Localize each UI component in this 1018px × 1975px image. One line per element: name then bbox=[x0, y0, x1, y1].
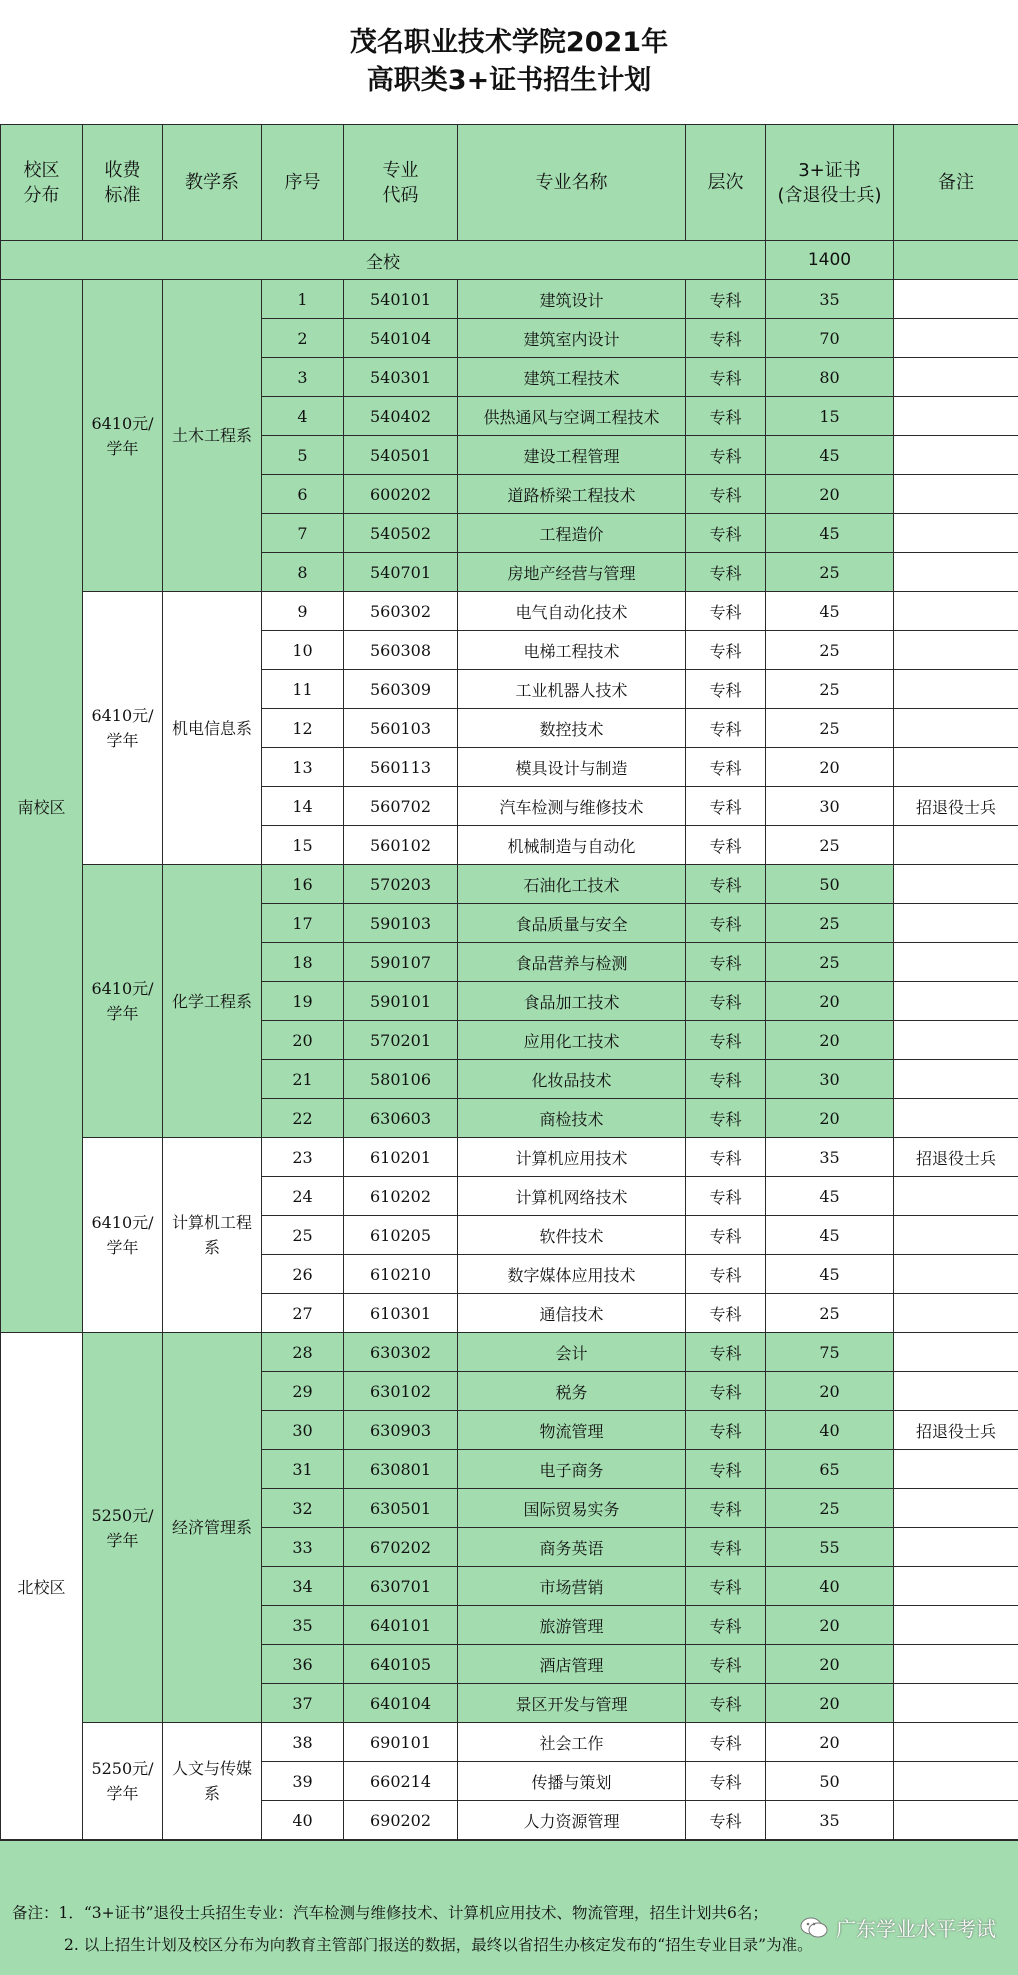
note-cell bbox=[894, 1060, 1018, 1099]
note-cell bbox=[894, 553, 1018, 592]
seq-cell: 30 bbox=[262, 1411, 344, 1450]
level-cell: 专科 bbox=[686, 904, 766, 943]
code-cell: 630501 bbox=[344, 1489, 458, 1528]
note-cell bbox=[894, 1021, 1018, 1060]
level-cell: 专科 bbox=[686, 787, 766, 826]
note-cell bbox=[894, 709, 1018, 748]
major-cell: 应用化工技术 bbox=[458, 1021, 686, 1060]
major-cell: 商检技术 bbox=[458, 1099, 686, 1138]
campus-cell: 南校区 bbox=[1, 280, 83, 1333]
major-cell: 模具设计与制造 bbox=[458, 748, 686, 787]
code-cell: 690101 bbox=[344, 1723, 458, 1762]
header-dept: 教学系 bbox=[163, 125, 262, 241]
major-cell: 数控技术 bbox=[458, 709, 686, 748]
seq-cell: 1 bbox=[262, 280, 344, 319]
header-note: 备注 bbox=[894, 125, 1018, 241]
level-cell: 专科 bbox=[686, 1801, 766, 1840]
quota-cell: 50 bbox=[766, 1762, 894, 1801]
seq-cell: 13 bbox=[262, 748, 344, 787]
department-cell: 机电信息系 bbox=[163, 592, 262, 865]
level-cell: 专科 bbox=[686, 1645, 766, 1684]
code-cell: 630302 bbox=[344, 1333, 458, 1372]
seq-cell: 14 bbox=[262, 787, 344, 826]
quota-cell: 15 bbox=[766, 397, 894, 436]
major-cell: 人力资源管理 bbox=[458, 1801, 686, 1840]
seq-cell: 19 bbox=[262, 982, 344, 1021]
code-cell: 540701 bbox=[344, 553, 458, 592]
fee-cell: 6410元/ 学年 bbox=[83, 1138, 163, 1333]
code-cell: 540402 bbox=[344, 397, 458, 436]
quota-cell: 20 bbox=[766, 1606, 894, 1645]
code-cell: 660214 bbox=[344, 1762, 458, 1801]
quota-cell: 45 bbox=[766, 592, 894, 631]
note-cell bbox=[894, 865, 1018, 904]
code-cell: 610210 bbox=[344, 1255, 458, 1294]
level-cell: 专科 bbox=[686, 1372, 766, 1411]
level-cell: 专科 bbox=[686, 1294, 766, 1333]
note-cell bbox=[894, 1489, 1018, 1528]
quota-cell: 20 bbox=[766, 1021, 894, 1060]
level-cell: 专科 bbox=[686, 1606, 766, 1645]
quota-cell: 25 bbox=[766, 943, 894, 982]
quota-cell: 25 bbox=[766, 670, 894, 709]
quota-cell: 25 bbox=[766, 631, 894, 670]
level-cell: 专科 bbox=[686, 1177, 766, 1216]
note-cell bbox=[894, 436, 1018, 475]
seq-cell: 11 bbox=[262, 670, 344, 709]
enrollment-plan-table bbox=[0, 124, 1018, 1840]
quota-cell: 25 bbox=[766, 1294, 894, 1333]
header-seq: 序号 bbox=[262, 125, 344, 241]
level-cell: 专科 bbox=[686, 475, 766, 514]
footer-notes bbox=[0, 1840, 1018, 1975]
seq-cell: 6 bbox=[262, 475, 344, 514]
department-cell: 人文与传媒 系 bbox=[163, 1723, 262, 1840]
level-cell: 专科 bbox=[686, 1528, 766, 1567]
quota-cell: 25 bbox=[766, 904, 894, 943]
total-label: 全校 bbox=[1, 241, 766, 280]
seq-cell: 16 bbox=[262, 865, 344, 904]
major-cell: 数字媒体应用技术 bbox=[458, 1255, 686, 1294]
code-cell: 570201 bbox=[344, 1021, 458, 1060]
seq-cell: 26 bbox=[262, 1255, 344, 1294]
level-cell: 专科 bbox=[686, 1411, 766, 1450]
seq-cell: 37 bbox=[262, 1684, 344, 1723]
table-row bbox=[1, 280, 1018, 319]
major-cell: 食品加工技术 bbox=[458, 982, 686, 1021]
major-cell: 税务 bbox=[458, 1372, 686, 1411]
table-row bbox=[1, 1333, 1018, 1372]
code-cell: 590103 bbox=[344, 904, 458, 943]
note-cell bbox=[894, 1294, 1018, 1333]
note-cell bbox=[894, 670, 1018, 709]
seq-cell: 15 bbox=[262, 826, 344, 865]
note-cell bbox=[894, 904, 1018, 943]
level-cell: 专科 bbox=[686, 397, 766, 436]
seq-cell: 20 bbox=[262, 1021, 344, 1060]
code-cell: 670202 bbox=[344, 1528, 458, 1567]
seq-cell: 3 bbox=[262, 358, 344, 397]
code-cell: 610301 bbox=[344, 1294, 458, 1333]
seq-cell: 17 bbox=[262, 904, 344, 943]
quota-cell: 65 bbox=[766, 1450, 894, 1489]
quota-cell: 20 bbox=[766, 1723, 894, 1762]
note-cell bbox=[894, 1216, 1018, 1255]
watermark-text: 广东学业水平考试 bbox=[836, 1917, 996, 1941]
seq-cell: 28 bbox=[262, 1333, 344, 1372]
level-cell: 专科 bbox=[686, 1684, 766, 1723]
major-cell: 建筑室内设计 bbox=[458, 319, 686, 358]
code-cell: 630801 bbox=[344, 1450, 458, 1489]
note-cell bbox=[894, 1450, 1018, 1489]
code-cell: 540101 bbox=[344, 280, 458, 319]
level-cell: 专科 bbox=[686, 1762, 766, 1801]
quota-cell: 20 bbox=[766, 1372, 894, 1411]
quota-cell: 75 bbox=[766, 1333, 894, 1372]
level-cell: 专科 bbox=[686, 670, 766, 709]
code-cell: 560103 bbox=[344, 709, 458, 748]
quota-cell: 20 bbox=[766, 982, 894, 1021]
note-cell bbox=[894, 1528, 1018, 1567]
fee-cell: 5250元/ 学年 bbox=[83, 1723, 163, 1840]
seq-cell: 40 bbox=[262, 1801, 344, 1840]
note-cell bbox=[894, 1255, 1018, 1294]
code-cell: 560113 bbox=[344, 748, 458, 787]
major-cell: 电梯工程技术 bbox=[458, 631, 686, 670]
major-cell: 汽车检测与维修技术 bbox=[458, 787, 686, 826]
table-body bbox=[1, 241, 1018, 1840]
quota-cell: 25 bbox=[766, 826, 894, 865]
table-row bbox=[1, 1723, 1018, 1762]
watermark bbox=[800, 1913, 996, 1942]
level-cell: 专科 bbox=[686, 1255, 766, 1294]
code-cell: 630102 bbox=[344, 1372, 458, 1411]
seq-cell: 34 bbox=[262, 1567, 344, 1606]
major-cell: 建设工程管理 bbox=[458, 436, 686, 475]
code-cell: 540502 bbox=[344, 514, 458, 553]
note-cell bbox=[894, 514, 1018, 553]
seq-cell: 36 bbox=[262, 1645, 344, 1684]
note-cell bbox=[894, 1372, 1018, 1411]
code-cell: 590107 bbox=[344, 943, 458, 982]
code-cell: 560102 bbox=[344, 826, 458, 865]
major-cell: 市场营销 bbox=[458, 1567, 686, 1606]
code-cell: 610201 bbox=[344, 1138, 458, 1177]
note-cell bbox=[894, 1567, 1018, 1606]
major-cell: 建筑工程技术 bbox=[458, 358, 686, 397]
seq-cell: 39 bbox=[262, 1762, 344, 1801]
major-cell: 会计 bbox=[458, 1333, 686, 1372]
level-cell: 专科 bbox=[686, 436, 766, 475]
quota-cell: 35 bbox=[766, 1138, 894, 1177]
major-cell: 石油化工技术 bbox=[458, 865, 686, 904]
quota-cell: 45 bbox=[766, 1255, 894, 1294]
level-cell: 专科 bbox=[686, 982, 766, 1021]
code-cell: 600202 bbox=[344, 475, 458, 514]
note-cell bbox=[894, 319, 1018, 358]
quota-cell: 25 bbox=[766, 1489, 894, 1528]
seq-cell: 27 bbox=[262, 1294, 344, 1333]
level-cell: 专科 bbox=[686, 1489, 766, 1528]
fee-cell: 6410元/ 学年 bbox=[83, 592, 163, 865]
code-cell: 640105 bbox=[344, 1645, 458, 1684]
note-cell bbox=[894, 1762, 1018, 1801]
quota-cell: 45 bbox=[766, 514, 894, 553]
code-cell: 630701 bbox=[344, 1567, 458, 1606]
fee-cell: 6410元/ 学年 bbox=[83, 280, 163, 592]
major-cell: 旅游管理 bbox=[458, 1606, 686, 1645]
level-cell: 专科 bbox=[686, 1138, 766, 1177]
quota-cell: 45 bbox=[766, 1216, 894, 1255]
major-cell: 电气自动化技术 bbox=[458, 592, 686, 631]
level-cell: 专科 bbox=[686, 865, 766, 904]
seq-cell: 22 bbox=[262, 1099, 344, 1138]
header-major: 专业名称 bbox=[458, 125, 686, 241]
seq-cell: 4 bbox=[262, 397, 344, 436]
quota-cell: 35 bbox=[766, 1801, 894, 1840]
seq-cell: 2 bbox=[262, 319, 344, 358]
note-cell bbox=[894, 1606, 1018, 1645]
note-cell bbox=[894, 1723, 1018, 1762]
level-cell: 专科 bbox=[686, 709, 766, 748]
seq-cell: 9 bbox=[262, 592, 344, 631]
code-cell: 610205 bbox=[344, 1216, 458, 1255]
fee-cell: 5250元/ 学年 bbox=[83, 1333, 163, 1723]
note-cell bbox=[894, 397, 1018, 436]
level-cell: 专科 bbox=[686, 748, 766, 787]
level-cell: 专科 bbox=[686, 943, 766, 982]
seq-cell: 33 bbox=[262, 1528, 344, 1567]
title-line-2: 高职类3+证书招生计划 bbox=[366, 65, 652, 96]
footer-note-1: 备注：1．“3+证书”退役士兵招生专业：汽车检测与维修技术、计算机应用技术、物流管理，招生计划共6名； bbox=[12, 1904, 768, 1922]
seq-cell: 38 bbox=[262, 1723, 344, 1762]
level-cell: 专科 bbox=[686, 319, 766, 358]
note-cell bbox=[894, 1177, 1018, 1216]
level-cell: 专科 bbox=[686, 280, 766, 319]
level-cell: 专科 bbox=[686, 553, 766, 592]
department-cell: 化学工程系 bbox=[163, 865, 262, 1138]
table-row bbox=[1, 592, 1018, 631]
seq-cell: 21 bbox=[262, 1060, 344, 1099]
code-cell: 610202 bbox=[344, 1177, 458, 1216]
code-cell: 560702 bbox=[344, 787, 458, 826]
level-cell: 专科 bbox=[686, 826, 766, 865]
note-cell bbox=[894, 943, 1018, 982]
major-cell: 房地产经营与管理 bbox=[458, 553, 686, 592]
level-cell: 专科 bbox=[686, 1060, 766, 1099]
quota-cell: 40 bbox=[766, 1567, 894, 1606]
code-cell: 590101 bbox=[344, 982, 458, 1021]
level-cell: 专科 bbox=[686, 514, 766, 553]
seq-cell: 7 bbox=[262, 514, 344, 553]
note-cell bbox=[894, 475, 1018, 514]
note-cell bbox=[894, 982, 1018, 1021]
code-cell: 540501 bbox=[344, 436, 458, 475]
note-cell bbox=[894, 1333, 1018, 1372]
quota-cell: 20 bbox=[766, 475, 894, 514]
code-cell: 570203 bbox=[344, 865, 458, 904]
level-cell: 专科 bbox=[686, 1099, 766, 1138]
quota-cell: 35 bbox=[766, 280, 894, 319]
major-cell: 食品质量与安全 bbox=[458, 904, 686, 943]
seq-cell: 35 bbox=[262, 1606, 344, 1645]
level-cell: 专科 bbox=[686, 1021, 766, 1060]
seq-cell: 23 bbox=[262, 1138, 344, 1177]
major-cell: 机械制造与自动化 bbox=[458, 826, 686, 865]
major-cell: 软件技术 bbox=[458, 1216, 686, 1255]
note-cell: 招退役士兵 bbox=[894, 1138, 1018, 1177]
title-line-1: 茂名职业技术学院2021年 bbox=[349, 27, 669, 58]
table-row bbox=[1, 1138, 1018, 1177]
header-code: 专业 代码 bbox=[344, 125, 458, 241]
major-cell: 商务英语 bbox=[458, 1528, 686, 1567]
note-cell: 招退役士兵 bbox=[894, 1411, 1018, 1450]
major-cell: 景区开发与管理 bbox=[458, 1684, 686, 1723]
header-fee: 收费 标准 bbox=[83, 125, 163, 241]
major-cell: 国际贸易实务 bbox=[458, 1489, 686, 1528]
seq-cell: 8 bbox=[262, 553, 344, 592]
major-cell: 物流管理 bbox=[458, 1411, 686, 1450]
major-cell: 通信技术 bbox=[458, 1294, 686, 1333]
major-cell: 计算机网络技术 bbox=[458, 1177, 686, 1216]
code-cell: 560302 bbox=[344, 592, 458, 631]
major-cell: 道路桥梁工程技术 bbox=[458, 475, 686, 514]
level-cell: 专科 bbox=[686, 1723, 766, 1762]
note-cell bbox=[894, 358, 1018, 397]
quota-cell: 55 bbox=[766, 1528, 894, 1567]
total-note bbox=[894, 241, 1018, 280]
code-cell: 560308 bbox=[344, 631, 458, 670]
level-cell: 专科 bbox=[686, 631, 766, 670]
header-level: 层次 bbox=[686, 125, 766, 241]
code-cell: 690202 bbox=[344, 1801, 458, 1840]
quota-cell: 30 bbox=[766, 1060, 894, 1099]
level-cell: 专科 bbox=[686, 1450, 766, 1489]
level-cell: 专科 bbox=[686, 1216, 766, 1255]
seq-cell: 12 bbox=[262, 709, 344, 748]
document-title bbox=[0, 0, 1018, 124]
note-cell bbox=[894, 1684, 1018, 1723]
note-cell bbox=[894, 1801, 1018, 1840]
quota-cell: 20 bbox=[766, 748, 894, 787]
seq-cell: 29 bbox=[262, 1372, 344, 1411]
quota-cell: 70 bbox=[766, 319, 894, 358]
level-cell: 专科 bbox=[686, 592, 766, 631]
major-cell: 电子商务 bbox=[458, 1450, 686, 1489]
note-cell bbox=[894, 748, 1018, 787]
level-cell: 专科 bbox=[686, 358, 766, 397]
campus-cell: 北校区 bbox=[1, 1333, 83, 1840]
seq-cell: 5 bbox=[262, 436, 344, 475]
header-quota: 3+证书 (含退役士兵) bbox=[766, 125, 894, 241]
fee-cell: 6410元/ 学年 bbox=[83, 865, 163, 1138]
note-cell bbox=[894, 631, 1018, 670]
department-cell: 土木工程系 bbox=[163, 280, 262, 592]
quota-cell: 20 bbox=[766, 1099, 894, 1138]
major-cell: 社会工作 bbox=[458, 1723, 686, 1762]
code-cell: 630603 bbox=[344, 1099, 458, 1138]
code-cell: 540104 bbox=[344, 319, 458, 358]
quota-cell: 30 bbox=[766, 787, 894, 826]
quota-cell: 45 bbox=[766, 1177, 894, 1216]
code-cell: 630903 bbox=[344, 1411, 458, 1450]
note-cell: 招退役士兵 bbox=[894, 787, 1018, 826]
total-value: 1400 bbox=[766, 241, 894, 280]
department-cell: 经济管理系 bbox=[163, 1333, 262, 1723]
code-cell: 640101 bbox=[344, 1606, 458, 1645]
quota-cell: 80 bbox=[766, 358, 894, 397]
seq-cell: 18 bbox=[262, 943, 344, 982]
note-cell bbox=[894, 826, 1018, 865]
seq-cell: 10 bbox=[262, 631, 344, 670]
table-row bbox=[1, 865, 1018, 904]
code-cell: 580106 bbox=[344, 1060, 458, 1099]
footer-note-2: 2. 以上招生计划及校区分布为向教育主管部门报送的数据，最终以省招生办核定发布的“招生专业目录”为准。 bbox=[64, 1936, 813, 1954]
note-cell bbox=[894, 592, 1018, 631]
major-cell: 工业机器人技术 bbox=[458, 670, 686, 709]
total-row bbox=[1, 241, 1018, 280]
note-cell bbox=[894, 280, 1018, 319]
seq-cell: 32 bbox=[262, 1489, 344, 1528]
seq-cell: 31 bbox=[262, 1450, 344, 1489]
level-cell: 专科 bbox=[686, 1567, 766, 1606]
level-cell: 专科 bbox=[686, 1333, 766, 1372]
major-cell: 建筑设计 bbox=[458, 280, 686, 319]
quota-cell: 20 bbox=[766, 1645, 894, 1684]
quota-cell: 25 bbox=[766, 553, 894, 592]
quota-cell: 40 bbox=[766, 1411, 894, 1450]
quota-cell: 50 bbox=[766, 865, 894, 904]
major-cell: 食品营养与检测 bbox=[458, 943, 686, 982]
major-cell: 酒店管理 bbox=[458, 1645, 686, 1684]
quota-cell: 25 bbox=[766, 709, 894, 748]
seq-cell: 25 bbox=[262, 1216, 344, 1255]
code-cell: 560309 bbox=[344, 670, 458, 709]
quota-cell: 20 bbox=[766, 1684, 894, 1723]
header-campus: 校区 分布 bbox=[1, 125, 83, 241]
header-row bbox=[1, 125, 1018, 241]
quota-cell: 45 bbox=[766, 436, 894, 475]
wechat-icon bbox=[800, 1916, 828, 1940]
major-cell: 计算机应用技术 bbox=[458, 1138, 686, 1177]
department-cell: 计算机工程 系 bbox=[163, 1138, 262, 1333]
code-cell: 640104 bbox=[344, 1684, 458, 1723]
code-cell: 540301 bbox=[344, 358, 458, 397]
major-cell: 供热通风与空调工程技术 bbox=[458, 397, 686, 436]
note-cell bbox=[894, 1099, 1018, 1138]
note-cell bbox=[894, 1645, 1018, 1684]
seq-cell: 24 bbox=[262, 1177, 344, 1216]
major-cell: 化妆品技术 bbox=[458, 1060, 686, 1099]
major-cell: 传播与策划 bbox=[458, 1762, 686, 1801]
major-cell: 工程造价 bbox=[458, 514, 686, 553]
